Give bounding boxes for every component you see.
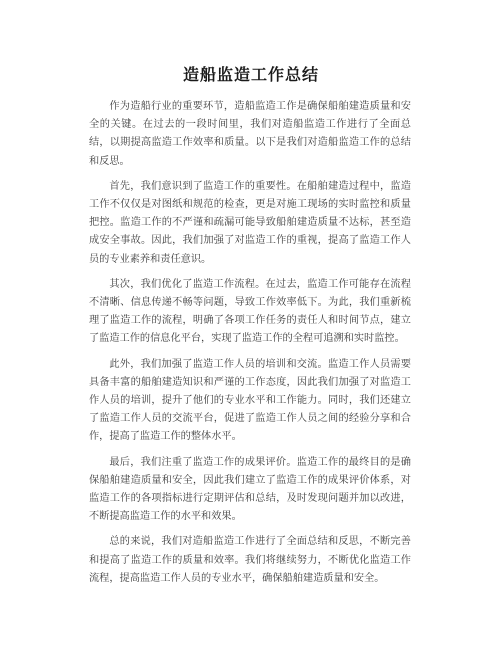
paragraph-3: 其次，我们优化了监造工作流程。在过去，监造工作可能存在流程不清晰、信息传递不畅等问题，导致工作效率低下。为此，我们重新梳理了监造工作的流程，明确了各项工作任务的责任人和时间节点，建立了监造工作的信息化平台，实现了监造工作的全程可追溯和实时监控。 <box>89 278 411 345</box>
paragraph-6: 总的来说，我们对造船监造工作进行了全面总结和反思，不断完善和提高了监造工作的质量和效率。我们将继续努力，不断优化监造工作流程，提高监造工作人员的专业水平，确保船舶建造质量和安全。 <box>89 536 411 584</box>
paragraph-2: 首先，我们意识到了监造工作的重要性。在船舶建造过程中，监造工作不仅仅是对图纸和规范的检查，更是对施工现场的实时监控和质量把控。监造工作的不严谨和疏漏可能导致船舶建造质量不达标，甚至造成安全事故。因此，我们加强了对监造工作的重视，提高了监造工作人员的专业素养和责任意识。 <box>89 180 411 265</box>
document-title: 造船监造工作总结 <box>182 65 319 84</box>
paragraph-1: 作为造船行业的重要环节，造船监造工作是确保船舶建造质量和安全的关键。在过去的一段时间里，我们对造船监造工作进行了全面总结，以期提高监造工作效率和质量。以下是我们对造船监造工作的总结和反思。 <box>89 101 411 167</box>
paragraph-5: 最后，我们注重了监造工作的成果评价。监造工作的最终目的是确保船舶建造质量和安全，因此我们建立了监造工作的成果评价体系，对监造工作的各项指标进行定期评估和总结，及时发现问题并加以改进，不断提高监造工作的水平和效果。 <box>89 456 411 523</box>
paragraph-4: 此外，我们加强了监造工作人员的培训和交流。监造工作人员需要具备丰富的船舶建造知识和严谨的工作态度，因此我们加强了对监造工作人员的培训，提升了他们的专业水平和工作能力。同时，我们还建立了监造工作人员的交流平台，促进了监造工作人员之间的经验分享和合作，提高了监造工作的整体水平。 <box>89 358 411 443</box>
document-body <box>89 98 411 595</box>
